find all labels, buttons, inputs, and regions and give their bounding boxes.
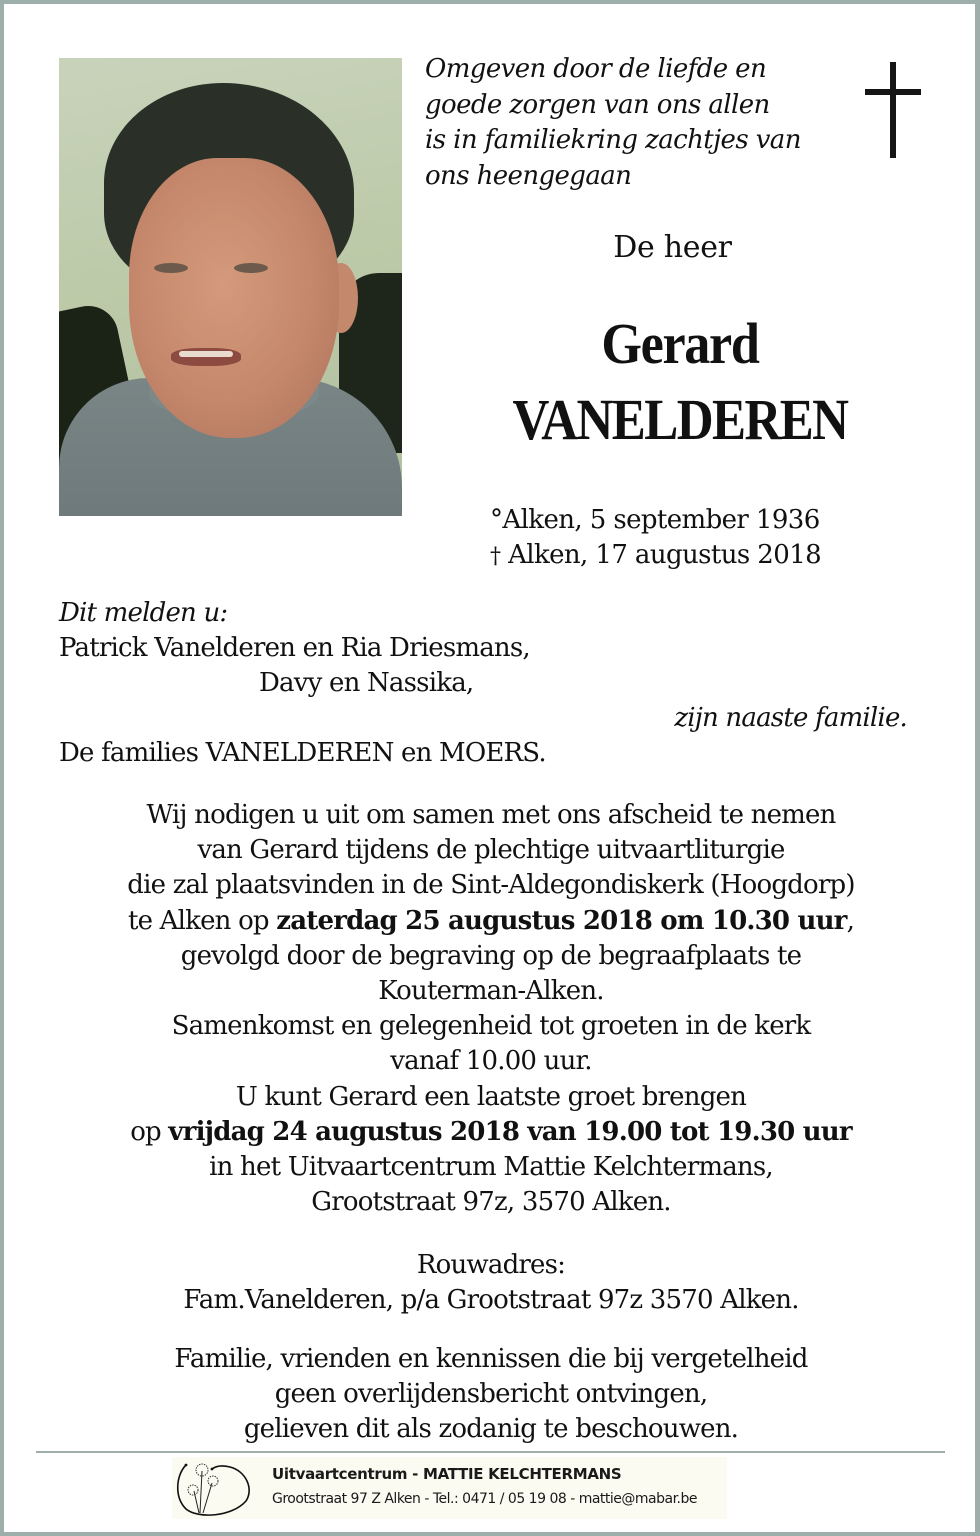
funeral-home-footer [172, 1457, 727, 1519]
deceased-first-name: Gerard [601, 311, 759, 376]
funeral-home-name: Uitvaartcentrum - MATTIE KELCHTERMANS [272, 1465, 622, 1483]
ceremony-date-line [36, 904, 946, 939]
funeral-datetime: zaterdag 25 augustus 2018 om 10.30 uur [276, 905, 847, 936]
funeral-home-contact: Grootstraat 97 Z Alken - Tel.: 0471 / 05 19 08 - mattie@mabar.be [272, 1491, 698, 1507]
ceremony-line: Samenkomst en gelegenheid tot groeten in de kerk [171, 1011, 811, 1042]
ceremony-line: die zal plaatsvinden in de Sint-Aldegondiskerk (Hoogdorp) [127, 870, 855, 901]
deceased-last-name: VANELDEREN [512, 387, 848, 452]
notice [36, 1342, 946, 1448]
ceremony-line: Grootstraat 97z, 3570 Alken. [311, 1187, 671, 1218]
footer-divider [36, 1451, 945, 1453]
mourning-address-label: Rouwadres: [416, 1250, 566, 1280]
ceremony-line: vanaf 10.00 uur. [390, 1046, 592, 1077]
latin-cross-icon [865, 62, 921, 158]
announcement [59, 596, 939, 771]
death-date: Alken, 17 augustus 2018 [500, 540, 822, 570]
dagger-icon: † [490, 544, 501, 569]
life-dates [490, 503, 890, 574]
ceremony-line: gevolgd door de begraving op de begraafplaats te [180, 940, 802, 971]
ceremony-line: van Gerard tijdens de plechtige uitvaartliturgie [197, 835, 785, 866]
intro-line: ons heengegaan [425, 160, 632, 191]
mourning-address [36, 1248, 946, 1318]
photo-eye-right [234, 263, 268, 273]
notice-line: gelieven dit als zodanig te beschouwen. [243, 1414, 739, 1445]
dandelion-circle-logo-icon [172, 1457, 252, 1519]
portrait-photo [59, 58, 402, 516]
intro-line: Omgeven door de liefde en [425, 54, 767, 84]
photo-teeth [179, 351, 233, 357]
ceremony-text: te Alken op [127, 905, 277, 936]
family-line: Patrick Vanelderen en Ria Driesmans, [59, 633, 530, 663]
viewing-date-line [36, 1115, 946, 1150]
ceremony-line: Kouterman-Alken. [378, 976, 604, 1007]
birth-symbol-icon: ° [490, 505, 503, 535]
notice-line: geen overlijdensbericht ontvingen, [274, 1379, 708, 1410]
viewing-datetime: vrijdag 24 augustus 2018 van 19.00 tot 19.30 uur [168, 1116, 852, 1147]
ceremony-line: Wij nodigen u uit om samen met ons afscheid te nemen [146, 800, 836, 830]
birth-date: Alken, 5 september 1936 [502, 505, 820, 535]
families-line: De families VANELDEREN en MOERS. [59, 738, 546, 768]
intro-verse [425, 52, 845, 194]
birth-line [490, 503, 890, 538]
death-line [490, 538, 890, 574]
ceremony-text: , [846, 905, 855, 936]
family-line: Davy en Nassika, [259, 668, 474, 698]
cross-horizontal-bar [865, 89, 921, 95]
ceremony-text: op [130, 1116, 169, 1147]
photo-eye-left [154, 263, 188, 273]
mourning-address-value: Fam.Vanelderen, p/a Grootstraat 97z 3570 Alken. [183, 1285, 799, 1316]
ceremony-line: in het Uitvaartcentrum Mattie Kelchtermans, [209, 1152, 773, 1183]
announcement-heading: Dit melden u: [59, 598, 228, 628]
intro-line: is in familiekring zachtjes van [425, 125, 801, 155]
intro-line: goede zorgen van ons allen [425, 89, 770, 120]
ceremony-line: U kunt Gerard een laatste groet brengen [235, 1081, 747, 1112]
honorific: De heer [613, 230, 732, 265]
photo-face [129, 158, 339, 438]
ceremony-details [36, 798, 946, 1220]
cross-vertical-bar [890, 62, 896, 158]
family-suffix: zijn naaste familie. [674, 703, 907, 733]
notice-line: Familie, vrienden en kennissen die bij vergetelheid [174, 1344, 808, 1374]
